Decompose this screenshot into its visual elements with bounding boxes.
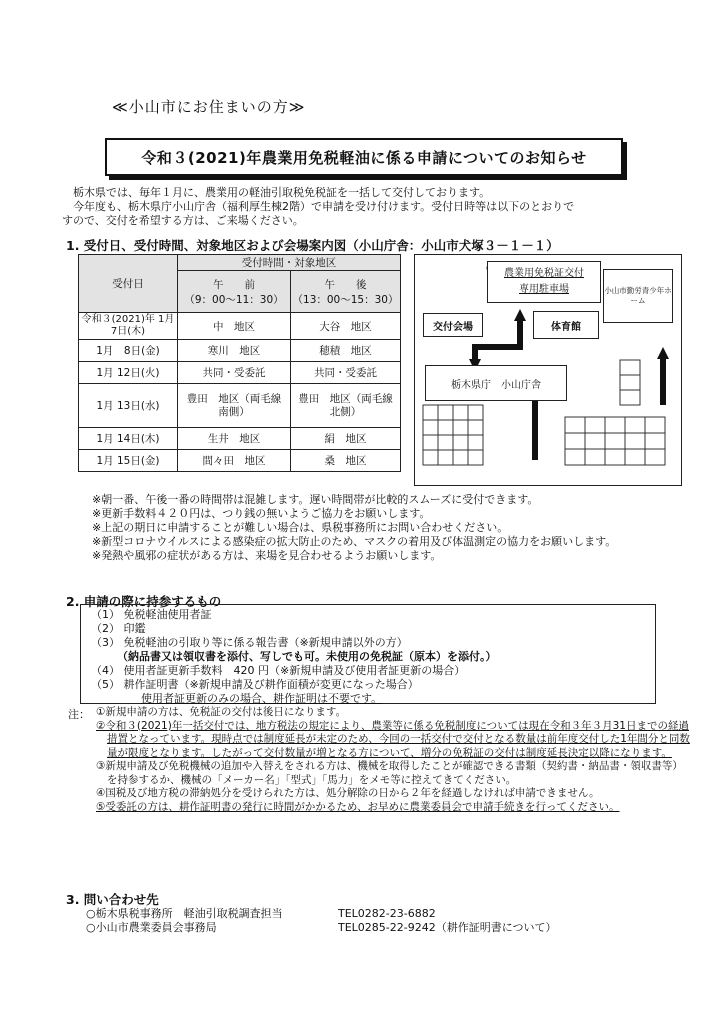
youth-home: 小山市勤労青少年ホーム	[603, 269, 673, 323]
table-row	[79, 428, 401, 450]
table-row	[79, 384, 401, 428]
table-row	[79, 313, 401, 340]
row-am: 間々田 地区	[178, 450, 291, 472]
item-line: （納品書又は領収書を添付、写しでも可。未使用の免税証（原本）を添付。）	[117, 650, 497, 663]
header-pm-time: （13：00～15：30）	[292, 293, 399, 306]
contact-org: ○小山市農業委員会事務局	[86, 921, 217, 934]
header-pm-label: 午 後	[324, 278, 367, 291]
note-line: ②令和３(2021)年一括交付では、地方税法の規定により、農業等に係る免税制度については現在令和３年３月31日までの経過措置となっています。現時点では制度延長が未定のため、今回の一括交付で交付となる数量は前年度交付した1年間分と同数量が限度となります。したがって交付数量が増となる方について、増分の免税証の交付は制度延長決定以降になります。	[96, 719, 690, 759]
note-line: ※新型コロナウイルスによる感染症の拡大防止のため、マスクの着用及び体温測定の協力をお願いします。	[92, 535, 617, 548]
item-line: （1） 免税軽油使用者証	[91, 608, 212, 621]
table-row	[79, 450, 401, 472]
item-line: （3） 免税軽油の引取り等に係る報告書（※新規申請以外の方）	[91, 636, 408, 649]
row-am: 中 地区	[178, 313, 291, 340]
table-row	[79, 362, 401, 384]
note-line: ※朝一番、午後一番の時間帯は混雑します。遅い時間帯が比較的スムーズに受付できます。	[92, 493, 539, 506]
header-group: 受付時間・対象地区	[178, 255, 401, 271]
row-pm: 穂積 地区	[291, 340, 401, 362]
row-date: 1月 14日(木)	[79, 428, 178, 450]
note-line: ④国税及び地方税の滞納処分を受けられた方は、処分解除の日から２年を経過しなければ申請できません。	[96, 787, 600, 799]
row-date: 令和３(2021)年 1月 7日(木)	[79, 313, 178, 340]
header-date: 受付日	[79, 255, 178, 313]
note-line: ①新規申請の方は、免税証の交付は後日になります。	[96, 706, 347, 718]
row-date: 1月 8日(金)	[79, 340, 178, 362]
intro-line: 栃木県では、毎年１月に、農業用の軽油引取税免税証を一括して交付しております。	[73, 186, 491, 199]
header-am-time: （9：00～11：30）	[184, 293, 284, 306]
note-line: ⑤受委託の方は、耕作証明書の発行に時間がかかるため、お早めに農業委員会で申請手続きを行ってください。	[96, 800, 620, 813]
item-line: 使用者証更新のみの場合、耕作証明は不要です。	[141, 692, 383, 705]
header-am-label: 午 前	[213, 278, 255, 291]
row-pm: 豊田 地区（両毛線 北側）	[291, 384, 401, 428]
audience-heading: ≪小山市にお住まいの方≫	[112, 98, 306, 116]
parking-line2: 専用駐車場	[519, 284, 569, 295]
section-1-title: 1. 受付日、受付時間、対象地区および会場案内図（小山庁舎：小山市犬塚３－１－１）	[66, 238, 559, 253]
parking-lot	[487, 261, 601, 303]
row-pm: 桑 地区	[291, 450, 401, 472]
row-am: 寒川 地区	[178, 340, 291, 362]
contact-item	[86, 921, 686, 935]
note-line: ※更新手数料４２０円は、つり銭の無いようご協力をお願いします。	[92, 507, 431, 520]
required-items-box	[80, 604, 656, 704]
contact-tel: TEL0285-22-9242	[338, 921, 436, 934]
intro-line: 今年度も、栃木県庁小山庁舎（福利厚生棟2階）で申請を受け付けます。受付日時等は以下のとおりで	[73, 200, 575, 213]
parking-line1: 農業用免税証交付	[504, 268, 584, 279]
item-line: （5） 耕作証明書（※新規申請及び耕作面積が変更になった場合）	[91, 678, 419, 691]
row-pm: 大谷 地区	[291, 313, 401, 340]
table-row	[79, 340, 401, 362]
header-am	[178, 271, 291, 313]
section-3-title: 3. 問い合わせ先	[66, 892, 159, 907]
notice-title-text: 令和３(2021)年農業用免税軽油に係る申請についてのお知らせ	[141, 148, 587, 167]
item-line: （2） 印鑑	[91, 622, 146, 635]
note-line: ③新規申請及び免税機械の追加や入替えをされる方は、機械を取得したことが確認できる書類（契約書・納品書・領収書等）を持参するか、機械の「メーカー名」「型式」「馬力」をメモ等に控えてきてください。	[96, 760, 683, 786]
venue-map	[414, 254, 682, 486]
row-date: 1月 15日(金)	[79, 450, 178, 472]
note-line: ※上記の期日に申請することが難しい場合は、県税事務所にお問い合わせください。	[92, 521, 509, 534]
contact-org: ○栃木県税事務所 軽油引取税調査担当	[86, 907, 283, 920]
row-am: 豊田 地区（両毛線 南側）	[178, 384, 291, 428]
application-notes	[96, 706, 692, 814]
intro-line: すので、交付を希望する方は、ご来場ください。	[62, 214, 304, 227]
notice-title	[105, 138, 623, 176]
gym-box: 体育館	[533, 311, 599, 339]
note-label: 注：	[68, 708, 90, 721]
schedule-table	[78, 254, 404, 472]
header-pm	[291, 271, 401, 313]
contact-item	[86, 907, 686, 921]
row-pm: 共同・受委託	[291, 362, 401, 384]
note-line: ※発熱や風邪の症状がある方は、来場を見合わせるようお願いします。	[92, 549, 442, 562]
row-am: 生井 地区	[178, 428, 291, 450]
office-building: 栃木県庁 小山庁舎	[425, 365, 567, 401]
contact-tel: TEL0282-23-6882	[338, 907, 436, 920]
contact-note: （耕作証明書について）	[435, 921, 557, 934]
item-line: （4） 使用者証更新手数料 420 円（※新規申請及び使用者証更新の場合）	[91, 664, 466, 677]
contact-list	[86, 907, 686, 935]
row-date: 1月 13日(水)	[79, 384, 178, 428]
section-2-title: 2. 申請の際に持参するもの	[66, 594, 222, 609]
venue-box: 交付会場	[423, 313, 483, 337]
schedule-notes	[92, 493, 692, 563]
row-date: 1月 12日(火)	[79, 362, 178, 384]
row-pm: 絹 地区	[291, 428, 401, 450]
row-am: 共同・受委託	[178, 362, 291, 384]
intro-paragraph	[62, 186, 662, 228]
